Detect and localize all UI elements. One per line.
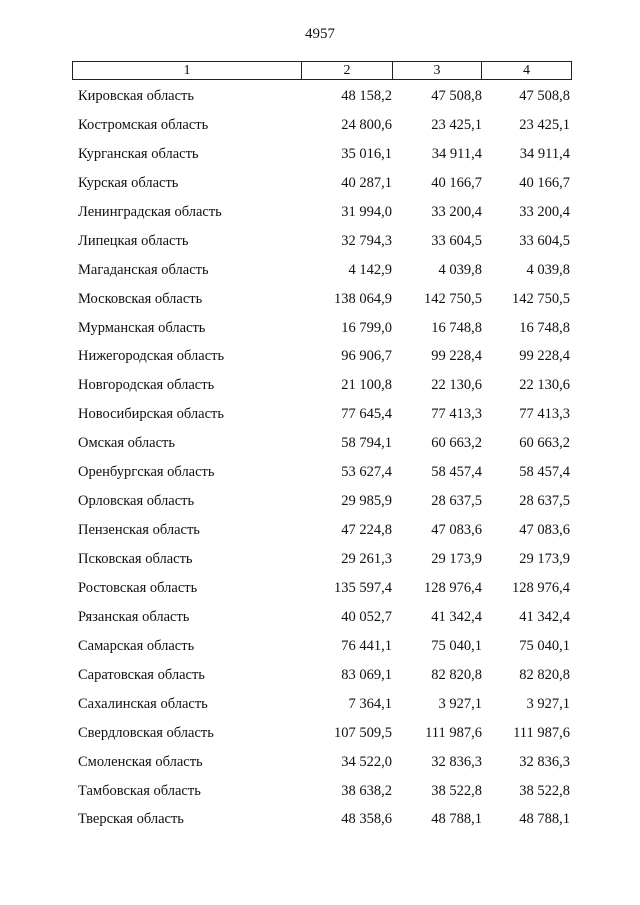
value-col-2: 83 069,1 (341, 666, 392, 683)
value-col-3: 47 508,8 (431, 88, 482, 104)
value-col-2: 40 287,1 (341, 174, 392, 191)
value-col-4: 47 083,6 (519, 522, 570, 539)
table-row (0, 371, 640, 400)
value-col-4: 28 637,5 (519, 493, 570, 510)
value-col-4: 33 200,4 (519, 203, 570, 220)
table-row (0, 603, 640, 632)
table-row (0, 140, 640, 169)
value-col-2: 16 799,0 (341, 319, 392, 336)
column-header-4: 4 (482, 62, 572, 80)
value-col-2: 135 597,4 (334, 579, 392, 596)
region-name: Мурманская область (78, 319, 206, 336)
value-col-3: 4 039,8 (438, 261, 482, 278)
value-col-4: 99 228,4 (519, 348, 570, 365)
table-row (0, 256, 640, 285)
value-col-4: 34 911,4 (519, 145, 570, 162)
value-col-2: 96 906,7 (341, 348, 392, 365)
table-row (0, 285, 640, 314)
value-col-4: 128 976,4 (512, 579, 570, 596)
value-col-3: 128 976,4 (424, 579, 482, 596)
value-col-2: 21 100,8 (341, 377, 392, 394)
value-col-2: 7 364,1 (348, 695, 392, 712)
value-col-4: 3 927,1 (526, 695, 570, 712)
value-col-2: 107 509,5 (334, 724, 392, 741)
value-col-4: 111 987,6 (513, 724, 570, 741)
region-name: Рязанская область (78, 608, 190, 625)
value-col-4: 4 039,8 (526, 261, 570, 278)
value-col-3: 41 342,4 (431, 608, 482, 625)
region-name: Липецкая область (78, 232, 189, 249)
table-row (0, 545, 640, 574)
value-col-3: 77 413,3 (431, 406, 482, 423)
value-col-3: 142 750,5 (424, 290, 482, 307)
value-col-3: 16 748,8 (431, 319, 482, 336)
region-name: Курская область (78, 174, 179, 191)
value-col-2: 32 794,3 (341, 232, 392, 249)
region-name: Московская область (78, 290, 203, 307)
table-row (0, 169, 640, 198)
value-col-2: 24 800,6 (341, 116, 392, 133)
region-name: Кировская область (78, 88, 195, 104)
value-col-3: 58 457,4 (431, 464, 482, 481)
value-col-4: 58 457,4 (519, 464, 570, 481)
value-col-4: 32 836,3 (519, 753, 570, 770)
table-body (0, 82, 640, 834)
table-row (0, 748, 640, 777)
region-name: Новгородская область (78, 377, 215, 394)
column-header-2: 2 (302, 62, 393, 80)
column-header-3: 3 (393, 62, 482, 80)
value-col-4: 33 604,5 (519, 232, 570, 249)
value-col-4: 29 173,9 (519, 551, 570, 567)
region-name: Костромская область (78, 116, 209, 133)
value-col-3: 48 788,1 (431, 811, 482, 828)
value-col-4: 48 788,1 (519, 811, 570, 828)
table-row (0, 82, 640, 111)
value-col-2: 29 261,3 (341, 551, 392, 567)
value-col-3: 38 522,8 (431, 782, 482, 799)
region-name: Самарская область (78, 637, 195, 654)
value-col-4: 47 508,8 (519, 88, 570, 104)
table-row (0, 111, 640, 140)
region-name: Орловская область (78, 493, 195, 510)
value-col-3: 23 425,1 (431, 116, 482, 133)
region-name: Смоленская область (78, 753, 203, 770)
region-name: Тверская область (78, 811, 184, 828)
value-col-2: 31 994,0 (341, 203, 392, 220)
value-col-2: 40 052,7 (341, 608, 392, 625)
value-col-3: 33 604,5 (431, 232, 482, 249)
value-col-3: 3 927,1 (438, 695, 482, 712)
value-col-4: 82 820,8 (519, 666, 570, 683)
value-col-4: 38 522,8 (519, 782, 570, 799)
region-name: Пензенская область (78, 522, 200, 539)
value-col-3: 111 987,6 (425, 724, 482, 741)
region-name: Саратовская область (78, 666, 205, 683)
value-col-2: 138 064,9 (334, 290, 392, 307)
column-header-1: 1 (73, 62, 302, 80)
table-row (0, 661, 640, 690)
table-row (0, 574, 640, 603)
value-col-2: 29 985,9 (341, 493, 392, 510)
value-col-2: 48 158,2 (341, 88, 392, 104)
table-row (0, 429, 640, 458)
table-row (0, 516, 640, 545)
value-col-4: 22 130,6 (519, 377, 570, 394)
page-number: 4957 (305, 26, 335, 42)
value-col-3: 47 083,6 (431, 522, 482, 539)
table-row (0, 342, 640, 371)
value-col-2: 58 794,1 (341, 435, 392, 452)
value-col-2: 77 645,4 (341, 406, 392, 423)
region-name: Тамбовская область (78, 782, 201, 799)
region-name: Курганская область (78, 145, 199, 162)
region-name: Оренбургская область (78, 464, 215, 481)
value-col-3: 33 200,4 (431, 203, 482, 220)
region-name: Сахалинская область (78, 695, 208, 712)
region-name: Ростовская область (78, 579, 198, 596)
region-name: Ленинградская область (78, 203, 222, 220)
value-col-4: 60 663,2 (519, 435, 570, 452)
table-row (0, 805, 640, 834)
region-name: Свердловская область (78, 724, 214, 741)
table-row (0, 314, 640, 343)
value-col-3: 75 040,1 (431, 637, 482, 654)
value-col-2: 34 522,0 (341, 753, 392, 770)
table-row (0, 400, 640, 429)
value-col-2: 47 224,8 (341, 522, 392, 539)
value-col-4: 142 750,5 (512, 290, 570, 307)
table-row (0, 227, 640, 256)
value-col-2: 53 627,4 (341, 464, 392, 481)
table-row (0, 632, 640, 661)
value-col-3: 29 173,9 (431, 551, 482, 567)
value-col-3: 82 820,8 (431, 666, 482, 683)
value-col-3: 60 663,2 (431, 435, 482, 452)
value-col-3: 34 911,4 (431, 145, 482, 162)
value-col-2: 35 016,1 (341, 145, 392, 162)
header-row (73, 62, 572, 80)
value-col-2: 4 142,9 (348, 261, 392, 278)
value-col-2: 38 638,2 (341, 782, 392, 799)
value-col-4: 75 040,1 (519, 637, 570, 654)
table-row (0, 198, 640, 227)
table-row (0, 458, 640, 487)
value-col-4: 41 342,4 (519, 608, 570, 625)
value-col-4: 77 413,3 (519, 406, 570, 423)
value-col-4: 23 425,1 (519, 116, 570, 133)
value-col-2: 76 441,1 (341, 637, 392, 654)
region-name: Нижегородская область (78, 348, 225, 365)
value-col-3: 40 166,7 (431, 174, 482, 191)
table-row (0, 690, 640, 719)
table-header (72, 61, 572, 80)
value-col-3: 32 836,3 (431, 753, 482, 770)
table-row (0, 719, 640, 748)
table-row (0, 487, 640, 516)
value-col-3: 22 130,6 (431, 377, 482, 394)
region-name: Псковская область (78, 551, 193, 567)
value-col-2: 48 358,6 (341, 811, 392, 828)
value-col-3: 28 637,5 (431, 493, 482, 510)
value-col-3: 99 228,4 (431, 348, 482, 365)
region-name: Омская область (78, 435, 175, 452)
region-name: Новосибирская область (78, 406, 224, 423)
value-col-4: 16 748,8 (519, 319, 570, 336)
region-name: Магаданская область (78, 261, 209, 278)
value-col-4: 40 166,7 (519, 174, 570, 191)
table-row (0, 777, 640, 806)
